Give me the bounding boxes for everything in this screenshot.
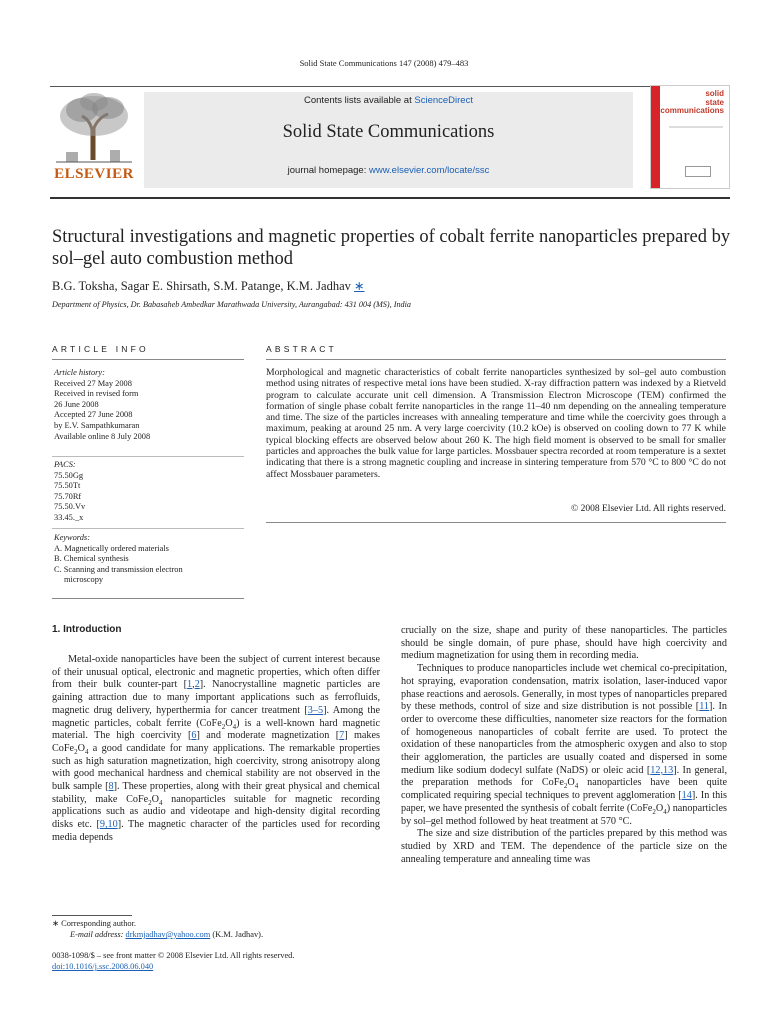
issn-line: 0038-1098/$ – see front matter © 2008 Elsevier Ltd. All rights reserved. [52,951,295,960]
keywords-block [54,533,246,586]
article-history [54,368,246,442]
article-title: Structural investigations and magnetic properties of cobalt ferrite nanoparticles prepared by sol–gel auto combustion method [52,227,731,269]
cover-publisher-logo [685,166,711,177]
email-label: E-mail address: [70,930,126,939]
abstract-rule [266,359,726,360]
citation-link[interactable]: 9,10 [99,819,118,831]
history-label: Article history: [54,368,105,377]
cover-title [660,90,724,116]
corresponding-author-mark[interactable]: ∗ [354,279,365,293]
homepage-line [144,165,633,176]
email-suffix: (K.M. Jadhav). [210,930,264,939]
citation-link[interactable]: 2 [194,679,200,691]
cover-title-line-3: communications [660,106,724,115]
cover-red-band [651,86,660,188]
footnote-rule [52,915,132,916]
pacs-code: 75.50.Vv [54,502,86,512]
pacs-code: 75.50Tt [54,481,81,491]
front-matter-info [52,950,294,972]
keyword: B. Chemical synthesis [54,554,129,564]
abstract-text: Morphological and magnetic characteristics of cobalt ferrite nanoparticles synthesized by sol–gel auto combustion method using nitrates of respective metal ions have been studied. X-ray diffraction pattern was indexed by a Rietveld program to calculate accurate unit cell dimension. A Transmission Electron Microscope (TEM) confirmed the formation of single phase cobalt ferrite nanoparticles in the range 11–40 nm depending on the annealing temperature and time. The size of the particles increases with annealing temperature and time while the coercivity goes through a maximum, peaking at around 25 nm. A very large coercivity (10.2 kOe) is observed on cooling down to 77 K while typical blocking effects are observed below about 260 K. The high field moment is observed to be small for smaller particles and approaches the bulk value for large particles. Mossbauer spectra recorded at room temperature is a sextet indicating that there is a strong magnetic coupling and increase in sintering temperature from 570 °C to 800 °C do not affect Mossbauer parameters. [266,367,726,480]
abstract-heading: ABSTRACT [266,344,337,354]
history-item: Available online 8 July 2008 [54,431,151,441]
intro-right-column [401,625,727,866]
article-info-end-rule [52,598,244,599]
author-email-link[interactable]: drkmjadhav@yahoo.com [125,930,211,939]
history-item: 26 June 2008 [54,399,99,409]
contents-line [144,95,633,106]
footnote-mark: ∗ [52,919,60,928]
citation-link[interactable]: 1 [187,679,193,691]
article-info-heading: ARTICLE INFO [52,344,149,354]
header-bottom-rule [50,197,730,199]
homepage-prefix: journal homepage: [287,165,369,176]
journal-cover-thumbnail [650,85,730,189]
contents-prefix: Contents lists available at [304,95,415,106]
section-title-introduction: 1. Introduction [52,624,122,635]
abstract-copyright: © 2008 Elsevier Ltd. All rights reserved. [571,504,726,514]
sciencedirect-link[interactable]: ScienceDirect [414,95,473,106]
footnote-text: Corresponding author. [61,919,137,928]
citation-link[interactable]: 3–5 [307,704,324,716]
affiliation: Department of Physics, Dr. Babasaheb Ambedkar Marathwada University, Aurangabad: 431 004 (MS), India [52,300,412,309]
cover-subtitle-bar [669,126,723,128]
footnote-email [52,929,400,940]
intro-paragraph: The size and size distribution of the particles prepared by this method was studied by XRD and TEM. The dependence of the particle size on the annealing temperature and annealing time was [401,828,727,865]
intro-paragraph: Techniques to produce nanoparticles include wet chemical co-precipitation, hot spraying, evaporation condensation, matrix isolation, laser-induced vapor phase reactions and aerosols. Generally, in most types of nanoparticles prepared by these methods, control of size and size distribution is not possible [11]. In order to overcome these difficulties, nanometer size reactors for the formation of homogeneous nanoparticles of cobalt ferrite are used. To protect the oxidation of these nanoparticles from the atmospheric oxygen and also to stop their agglomeration, the particles are usually coated and dispersed in some medium like sodium dodecyl sulfate (NaDS) or oleic acid [12,13]. In general, the preparation methods for $CoFe_2O_4$ nanoparticles have been quite complicated requiring special techniques to prevent agglomeration [14]. In this paper, we have presented the synthesis of cobalt ferrite $(CoFe_2O_4)$ nanoparticles by sol–gel method followed by heat treatment at 570 °C. [401,663,728,827]
keyword: A. Magnetically ordered materials [54,543,169,553]
citation-link[interactable]: 12,13 [650,764,674,776]
intro-paragraph: crucially on the size, shape and purity of these nanoparticles. The particles should be single domain, of pure phase, should have high coercivity and medium magnetization for using them in recording media. [401,625,727,662]
pacs-code: 33.45._x [54,512,84,522]
elsevier-tree-icon [52,90,136,164]
history-item: Received in revised form [54,389,139,399]
author-list [52,278,364,294]
elsevier-logo [52,90,136,186]
cover-title-line-1: solid [705,89,724,98]
pacs-label: PACS: [54,460,76,469]
article-info-divider [52,528,244,529]
history-item: Received 27 May 2008 [54,378,132,388]
pacs-code: 75.70Rf [54,491,82,501]
pacs-block [54,460,246,524]
header-top-rule [50,86,730,87]
citation-link[interactable]: 6 [191,730,197,742]
article-info-divider [52,456,244,457]
article-info-rule [52,359,244,360]
citation-link[interactable]: 8 [108,781,114,793]
citation-link[interactable]: 7 [339,730,345,742]
cover-title-line-2: state [705,97,724,107]
publisher-name: ELSEVIER [54,166,134,182]
doi-link[interactable]: doi:10.1016/j.ssc.2008.06.040 [52,962,154,971]
journal-masthead [144,92,633,188]
keyword: C. Scanning and transmission electron [54,564,183,574]
intro-paragraph: Metal-oxide nanoparticles have been the subject of current interest because of their unusual optical, electronic and magnetic properties, which often differ from their bulk counter-part [1,2]. Nanocrystalline magnetic particles are gaining attraction due to many important applications such as ferrofluids, magnetic drug delivery, hyperthermia for cancer treatment [3–5]. Among the magnetic particles, cobalt ferrite $(CoFe_2O_4)$ is a well-known hard magnetic material. The high coercivity [6] and moderate magnetization [7] makes $CoFe_2O_4$ a good candidate for many applications. The remarkable properties such as high saturation magnetization, high coercivity, strong anisotropy along with good mechanical hardness and chemical stability are not observed in the bulk sample [8]. These properties, along with their great physical and chemical stability, make $CoFe_2O_4$ nanoparticles suitable for magnetic recording applications such as audio and videotape and high-density digital recording disks etc. [9,10]. The magnetic character of the particles used for recording media depends [52,654,381,843]
citation-link[interactable]: 11 [699,701,709,713]
keyword: microscopy [64,575,104,585]
journal-name: Solid State Communications [282,122,495,142]
history-item: Accepted 27 June 2008 [54,410,133,420]
keywords-label: Keywords: [54,533,90,542]
footnote-corresponding [52,918,382,929]
citation-link[interactable]: 14 [681,790,692,802]
pacs-code: 75.50Gg [54,470,84,480]
journal-citation: Solid State Communications 147 (2008) 479–483 [299,58,469,68]
history-item: by E.V. Sampathkumaran [54,420,140,430]
intro-left-column [52,654,380,845]
journal-homepage-link[interactable]: www.elsevier.com/locate/ssc [368,165,490,176]
authors-text: B.G. Toksha, Sagar E. Shirsath, S.M. Patange, K.M. Jadhav [52,279,351,293]
abstract-end-rule [266,522,726,523]
